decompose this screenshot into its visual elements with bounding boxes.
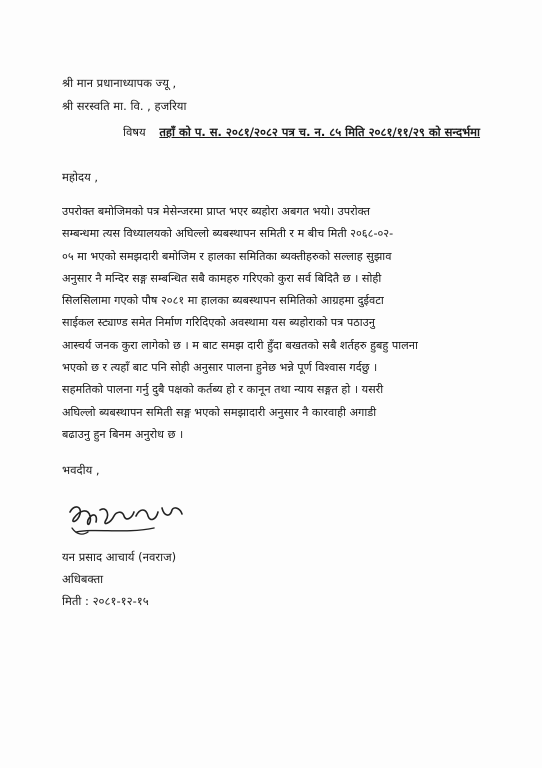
signer-block <box>62 546 176 612</box>
subject-line <box>123 125 480 140</box>
signer-title: अधिबक्ता <box>62 572 104 586</box>
body-line: साईकल स्ट्याण्ड समेत निर्माण गरिदिएको अवस्थामा यस ब्यहोराको पत्र पठाउनु <box>62 316 375 330</box>
salutation: महोदय , <box>62 170 99 184</box>
body-line: अघिल्लो ब्यबस्थापन समिती सङ्ग भएको समझादारी अनुसार नै कारवाही अगाडी <box>62 405 377 419</box>
subject-label: विषय <box>123 125 146 139</box>
signer-name: यन प्रसाद आचार्य (नवराज) <box>62 550 177 564</box>
closing: भवदीय , <box>62 463 100 477</box>
letter-date: मिती : २०८१-१२-१५ <box>62 594 149 608</box>
body-line: उपरोक्त बमोजिमको पत्र मेसेन्जरमा प्राप्त भएर ब्यहोरा अबगत भयो। उपरोक्त <box>62 205 370 218</box>
recipient-line-1: श्री मान प्रधानाध्यापक ज्यू , <box>62 76 177 90</box>
subject-text: तहाँ को प. स. २०८१/२०८२ पत्र च. न. ८५ मिति २०८१/११/२९ को सन्दर्भमा <box>159 125 481 139</box>
body-line: सिलसिलामा गएको पौष २०८१ मा हालका ब्यबस्थापन समितिको आग्रहमा दुईवटा <box>62 294 384 308</box>
recipient-line-2: श्री सरस्वति मा. वि. , हजरिया <box>62 99 187 113</box>
body-line: अनुसार नै मन्दिर सङ्ग सम्बन्धित सबै कामहरु गरिएको कुरा सर्व बिदितै छ । सोही <box>62 271 382 285</box>
body-line: सम्बन्धमा त्यस विध्यालयको अघिल्लो ब्यबस्थापन समिती र म बीच मिती २०६८-०२- <box>62 227 394 241</box>
body-line: आस्चर्य जनक कुरा लागेको छ । म बाट समझ दारी हुँदा बखतको सबै शर्तहरु हुबहु पालना <box>62 338 418 352</box>
recipient-address <box>62 72 186 118</box>
body-line: बढाउनु हुन बिनम अनुरोध छ । <box>62 427 184 441</box>
body-line: भएको छ र त्यहाँ बाट पनि सोही अनुसार पालना हुनेछ भन्ने पूर्ण विश्वास गर्दछु । <box>62 361 378 375</box>
letter-body <box>62 201 480 446</box>
body-line: सहमतिको पालना गर्नु दुबै पक्षको कर्तब्य हो र कानून तथा न्याय सङ्गत हो । यसरी <box>62 383 384 397</box>
handwritten-signature <box>66 498 186 540</box>
body-line: ०५ मा भएको समझदारी बमोजिम र हालका समितिका ब्यक्तीहरुको सल्लाह सुझाव <box>62 249 392 263</box>
